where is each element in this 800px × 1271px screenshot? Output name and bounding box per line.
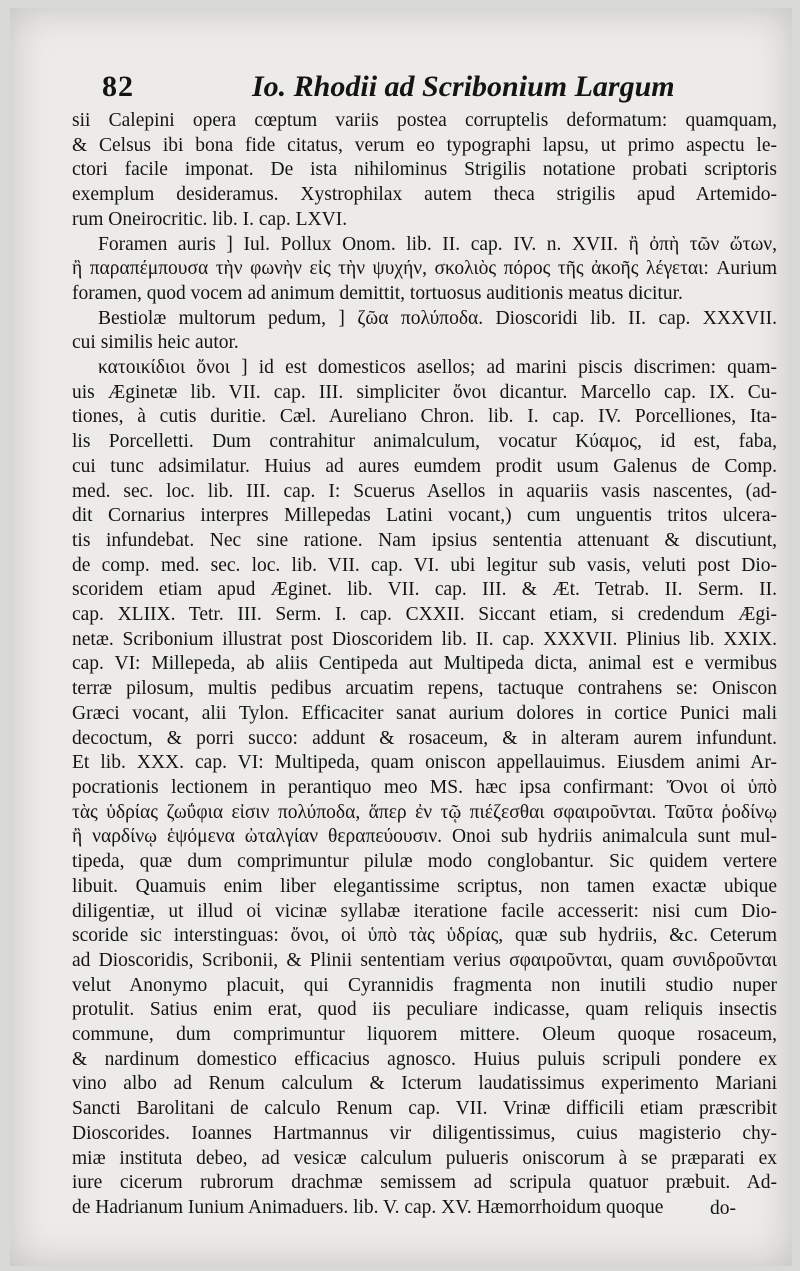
text-line: κατοικίδιοι ὄνοι ] id est domesticos asellos; ad marini piscis discrimen: quam-: [98, 357, 777, 379]
text-line: scoridem etiam apud Æginet. lib. VII. cap. III. & Æt. Tetrab. II. Serm. II.: [72, 579, 777, 601]
text-line: Græci vocant, alii Tylon. Efficaciter sanat aurium dolores in cortice Punici mali: [72, 702, 777, 724]
book-page: [10, 8, 792, 1266]
text-line: τὰς ὑδρίας ζωΰφια εἰσιν πολύποδα, ἅπερ ἐν τῷ πιέζεσθαι σφαιροῦνται. Ταῦτα ῥοδίνῳ: [72, 801, 777, 823]
text-line: cui tunc adsimilatur. Huius ad aures eumdem prodit usum Galenus de Comp.: [72, 455, 777, 477]
catchword: do-: [710, 1198, 736, 1219]
text-line: netæ. Scribonium illustrat post Dioscoridem lib. II. cap. XXXVII. Plinius lib. XXIX.: [72, 628, 777, 650]
page-header: [102, 70, 692, 110]
text-line: ctori facile imponat. De ista nihilominus Strigilis notatione probati scriptoris: [72, 159, 777, 181]
text-line: tiones, à cutis duritie. Cæl. Aureliano Chron. lib. I. cap. IV. Porcelliones, Ita-: [72, 406, 777, 428]
text-line: Foramen auris ] Iul. Pollux Onom. lib. II. cap. IV. n. XVII. ἢ ὀπὴ τῶν ὤτων,: [98, 233, 777, 255]
text-line: exemplum desideramus. Xystrophilax autem theca strigilis apud Artemido-: [72, 184, 777, 206]
text-line: cap. VI: Millepeda, ab aliis Centipeda aut Multipeda dicta, animal est e vermibus: [72, 653, 777, 675]
text-line: med. sec. loc. lib. III. cap. I: Scuerus Asellos in aquariis vasis nascentes, (ad-: [72, 480, 777, 502]
text-line: de comp. med. sec. loc. lib. VII. cap. VI. ubi legitur sub vasis, veluti post Dio-: [72, 554, 777, 576]
text-line: libuit. Quamuis enim liber elegantissime scriptus, non tamen exactæ ubique: [72, 875, 777, 897]
text-line: ad Dioscoridis, Scribonii, & Plinii sententiam verius σφαιροῦνται, quam συνιδροῦνται: [72, 949, 777, 971]
text-line: Sancti Barolitani de calculo Renum cap. VII. Vrinæ difficili etiam præscribit: [72, 1098, 777, 1120]
text-line: ἢ παραπέμπουσα τὴν φωνὴν εἰς τὴν ψυχήν, σκολιὸς πόρος τῆς ἀκοῆς λέγεται: Aurium: [72, 258, 777, 280]
text-line: de Hadrianum Iunium Animaduers. lib. V. cap. XV. Hæmorrhoidum quoque: [72, 1196, 664, 1218]
text-line: cui similis heic autor.: [72, 332, 239, 354]
text-line: tis infundebat. Nec sine ratione. Nam ipsius sententia attenuant & discutiunt,: [72, 529, 777, 551]
text-line: Bestiolæ multorum pedum, ] ζῶα πολύποδα. Dioscoridi lib. II. cap. XXXVII.: [98, 307, 777, 329]
text-line: rum Oneirocritic. lib. I. cap. LXVI.: [72, 208, 348, 230]
text-line: Dioscorides. Ioannes Hartmannus vir diligentissimus, cuius magisterio chy-: [72, 1122, 777, 1144]
text-line: lis Porcelletti. Dum contrahitur animalculum, vocatur Κύαμος, id est, faba,: [72, 431, 777, 453]
text-line: pocrationis lectionem in perantiquo meo MS. hæc ipsa confirmant: Ὄνοι οἱ ὑπὸ: [72, 776, 777, 798]
text-line: & Celsus ibi bona fide citatus, verum eo typographi lapsu, ut primo aspectu le-: [72, 134, 777, 156]
text-line: vino albo ad Renum calculum & Icterum laudatissimus experimento Mariani: [72, 1073, 777, 1095]
text-line: Et lib. XXX. cap. VI: Multipeda, quam oniscon appellauimus. Eiusdem animi Ar-: [72, 752, 777, 774]
text-line: iure cicerum rubrorum drachmæ semissem ad scripula quatuor præbuit. Ad-: [72, 1172, 777, 1194]
text-line: miæ instituta debeo, ad vesicæ calculum pulueris oniscorum à se præparati ex: [72, 1147, 777, 1169]
text-line: commune, dum comprimuntur liquorem mittere. Oleum quoque rosaceum,: [72, 1024, 777, 1046]
text-line: ἢ ναρδίνῳ ἑψόμενα ὠταλγίαν θεραπεύουσιν. Onoi sub hydriis animalcula sunt mul-: [72, 826, 777, 848]
text-line: dit Cornarius interpres Millepedas Latini vocant,) cum unguentis tritos ulcera-: [72, 505, 777, 527]
text-line: & nardinum domestico efficacius agnosco. Huius puluis scripuli pondere ex: [72, 1048, 777, 1070]
text-line: cap. XLIIX. Tetr. III. Serm. I. cap. CXXII. Siccant etiam, si credendum Ægi-: [72, 604, 777, 626]
text-line: scoride sic interstinguas: ὄνοι, οἱ ὑπὸ τὰς ὑδρίας, quæ sub hydriis, &c. Ceterum: [72, 925, 777, 947]
body-text: [72, 109, 777, 1221]
running-head: Io. Rhodii ad Scribonium Largum: [252, 70, 675, 103]
text-line: decoctum, & porri succo: addunt & rosaceum, & in alteram aurem infundunt.: [72, 727, 777, 749]
text-line: protulit. Satius enim erat, quod iis peculiare indicasse, quam reliquis insectis: [72, 999, 777, 1021]
text-line: foramen, quod vocem ad animum demittit, tortuosus auditionis meatus dicitur.: [72, 282, 683, 304]
page-number: 82: [102, 70, 134, 103]
text-line: tipeda, quæ dum comprimuntur pilulæ modo conglobantur. Sic quidem vertere: [72, 851, 777, 873]
text-line: velut Anonymo placuit, qui Cyrannidis fragmenta non inutili studio nuper: [72, 974, 777, 996]
text-line: terræ pilosum, multis pedibus arcuatim repens, tactuque contrahens se: Oniscon: [72, 678, 777, 700]
text-line: uis Æginetæ lib. VII. cap. III. simpliciter ὄνοι dicantur. Marcello cap. IX. Cu-: [72, 381, 777, 403]
text-line: diligentiæ, ut illud οἱ vicinæ syllabæ iteratione facile accesserit: nisi cum Dio-: [72, 900, 777, 922]
text-line: sii Calepini opera cœptum variis postea corruptelis deformatum: quamquam,: [72, 110, 777, 131]
